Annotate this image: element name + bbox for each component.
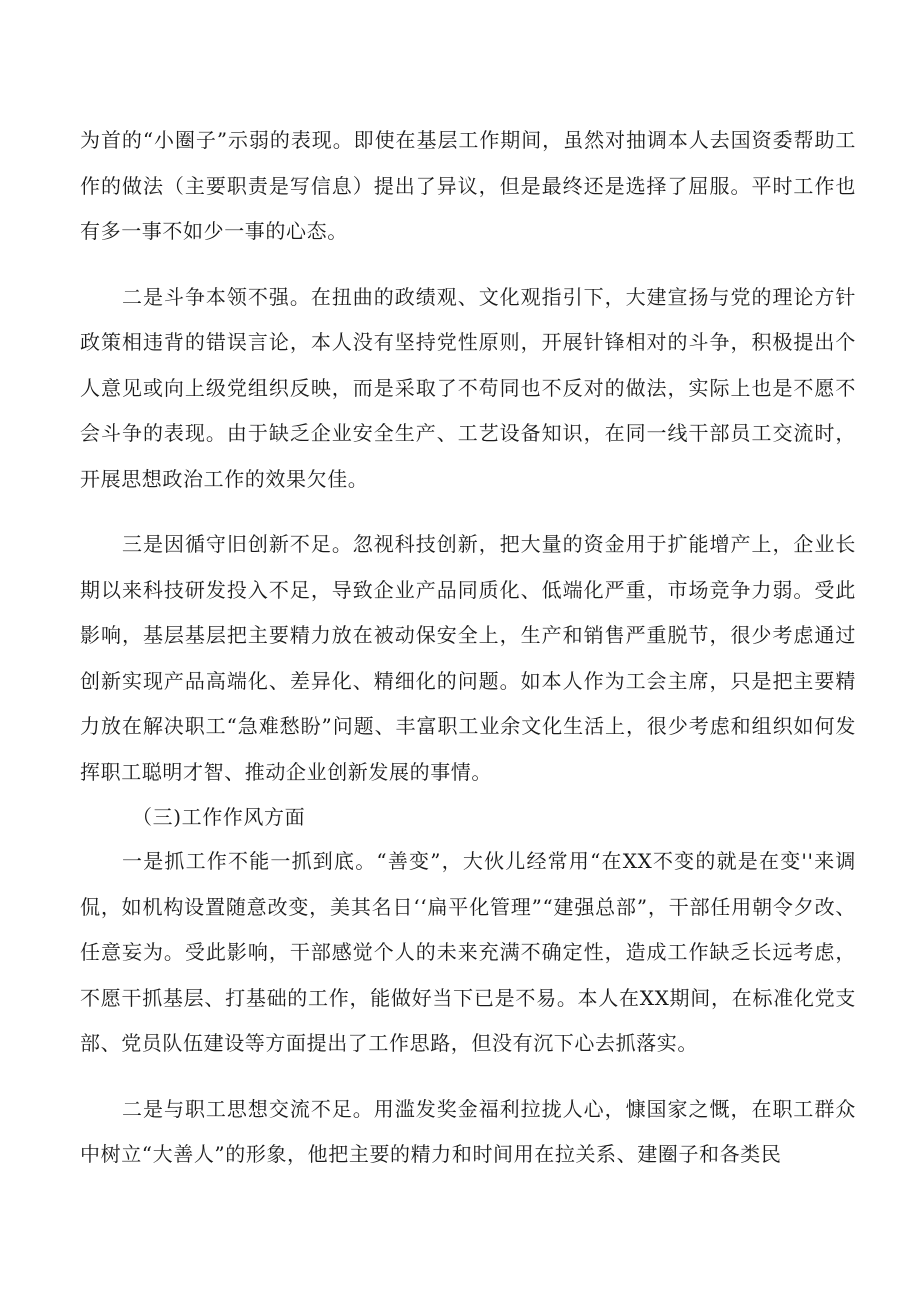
paragraph-innovation: 三是因循守旧创新不足。忽视科技创新，把大量的资金用于扩能增产上，企业长期以来科技研发投入不足，导致企业产品同质化、低端化严重，市场竞争力弱。受此影响，基层基层把主要精力放在被动保安全上，生产和销售严重脱节，很少考虑通过创新实现产品高端化、差异化、精细化的问题。如本人作为工会主席，只是把主要精力放在解决职工“急难愁盼”问题、丰富职工业余文化生活上，很少考虑和组织如何发挥职工聪明才智、推动企业创新发展的事情。: [80, 532, 856, 784]
paragraph-struggle-ability: 二是斗争本领不强。在扭曲的政绩观、文化观指引下，大建宣扬与党的理论方针政策相违背的错误言论，本人没有坚持党性原则，开展针锋相对的斗争，积极提出个人意见或向上级党组织反映，而是采取了不苟同也不反对的做法，实际上也是不愿不会斗争的表现。由于缺乏企业安全生产、工艺设备知识，在同一线干部员工交流时，开展思想政治工作的效果欠佳。: [80, 284, 856, 491]
document-body: [80, 118, 856, 1198]
section-heading-work-style: （三)工作作风方面: [132, 805, 306, 829]
paragraph-work-follow-through: 一是抓工作不能一抓到底。“善变”，大伙儿经常用“在XX不变的就是在变''来调侃，如机构设置随意改变，美其名日‘‘扁平化管理”“建强总部”，干部任用朝令夕改、任意妄为。受此影响，干部感觉个人的未来充满不确定性，造成工作缺乏长远考虑，不愿干抓基层、打基础的工作，能做好当下已是不易。本人在XX期间，在标准化党支部、党员队伍建设等方面提出了工作思路，但没有沉下心去抓落实。: [80, 849, 856, 1055]
paragraph-continuation: 为首的“小圈子”示弱的表现。即使在基层工作期间，虽然对抽调本人去国资委帮助工作的做法（主要职责是写信息）提出了异议，但是最终还是选择了屈服。平时工作也有多一事不如少一事的心态。: [80, 128, 856, 243]
paragraph-staff-communication: 二是与职工思想交流不足。用滥发奖金福利拉拢人心，慷国家之慨，在职工群众中树立“大善人”的形象，他把主要的精力和时间用在拉关系、建圈子和各类民: [80, 1096, 856, 1166]
